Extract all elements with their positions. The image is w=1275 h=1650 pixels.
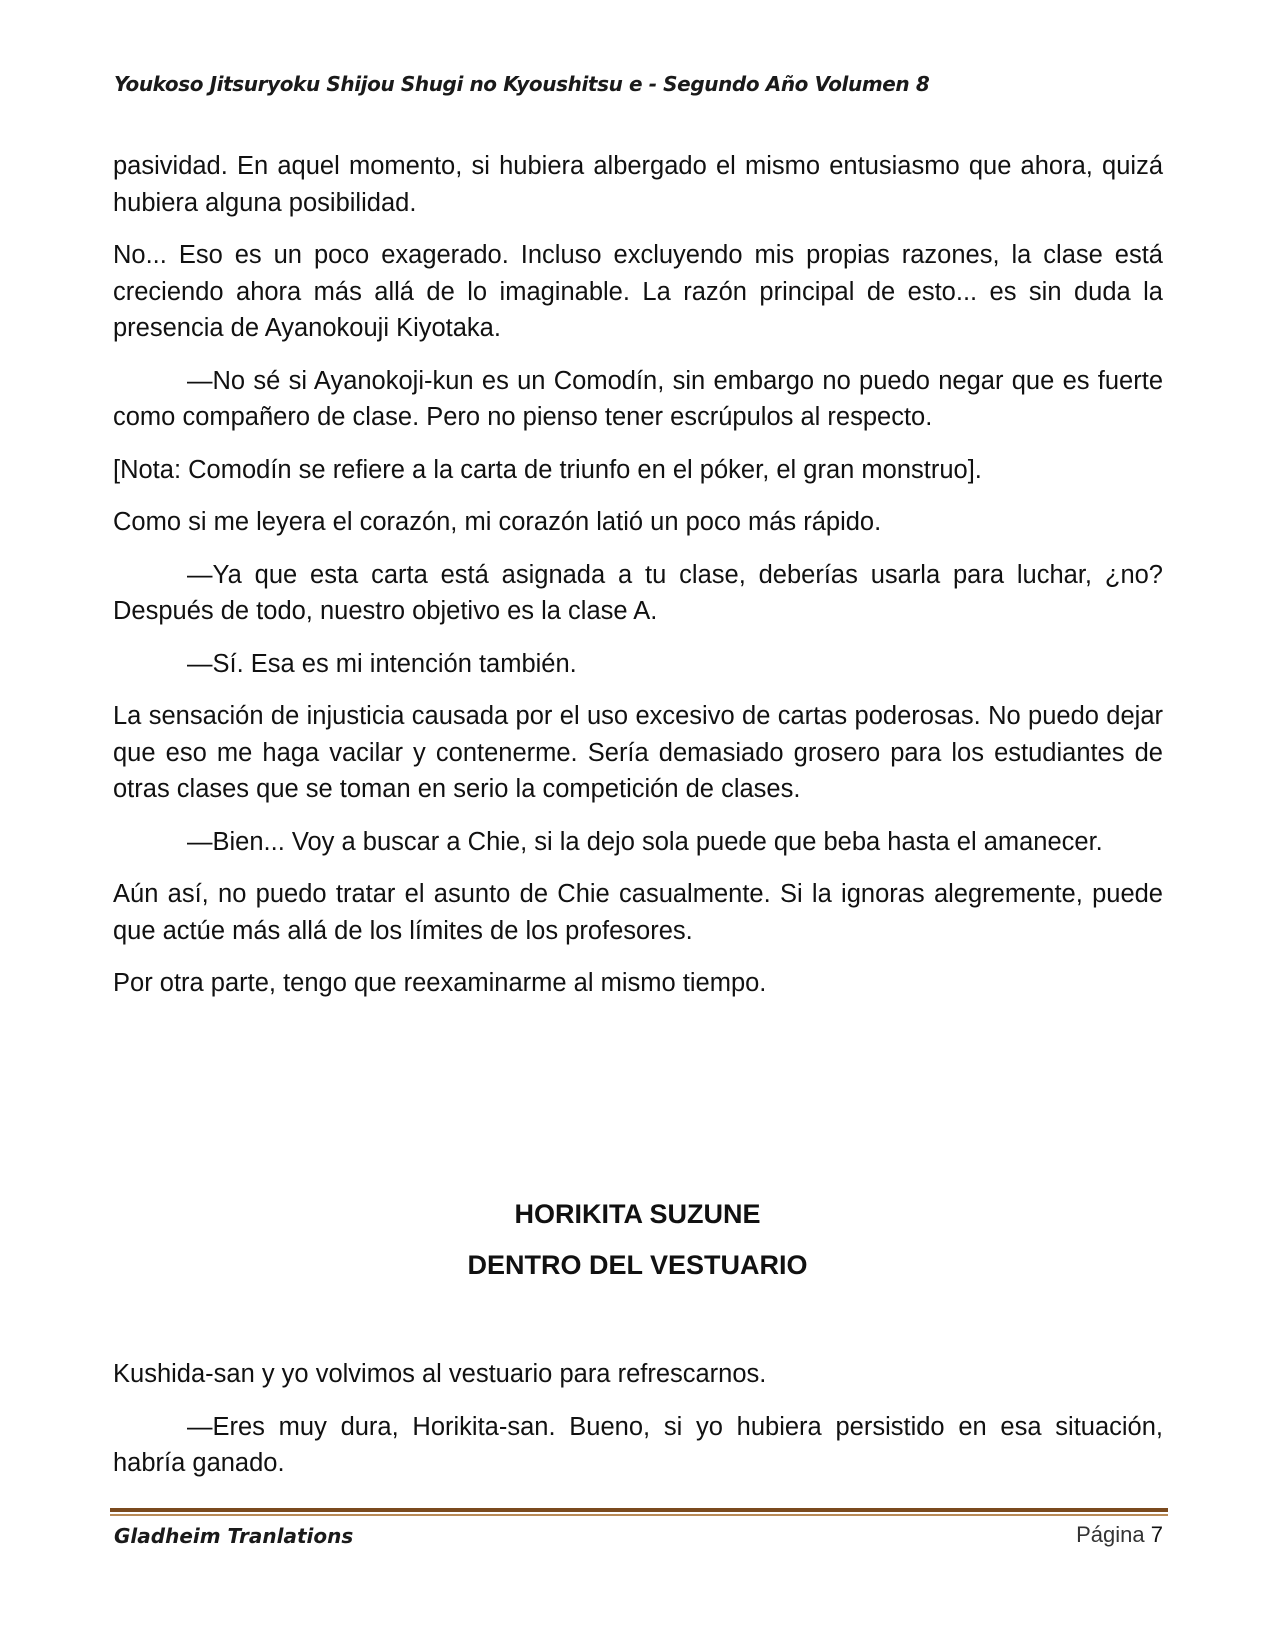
dialog-paragraph: —Ya que esta carta está asignada a tu clase, deberías usarla para luchar, ¿no? Después de todo, nuestro objetivo es la clase A. <box>113 560 1163 625</box>
dialog-paragraph: —Sí. Esa es mi intención también. <box>187 649 577 678</box>
page-label: Página <box>1076 1522 1145 1547</box>
translator-note: [Nota: Comodín se refiere a la carta de triunfo en el póker, el gran monstruo]. <box>113 455 982 484</box>
section-heading-location: DENTRO DEL VESTUARIO <box>467 1250 808 1280</box>
paragraph: Como si me leyera el corazón, mi corazón latió un poco más rápido. <box>113 508 882 536</box>
section-heading-character: HORIKITA SUZUNE <box>514 1199 761 1229</box>
footer-divider-thick <box>110 1508 1168 1512</box>
paragraph: Por otra parte, tengo que reexaminarme al mismo tiempo. <box>113 969 767 997</box>
running-header-title: Youkoso Jitsuryoku Shijou Shugi no Kyoushitsu e - Segundo Año Volumen 8 <box>114 72 930 96</box>
dialog-paragraph: —Bien... Voy a buscar a Chie, si la dejo sola puede que beba hasta el amanecer. <box>187 827 1103 856</box>
footer-divider <box>110 1508 1168 1516</box>
paragraph: La sensación de injusticia causada por el uso excesivo de cartas poderosas. No puedo dejar que eso me haga vacilar y contenerme. Sería demasiado grosero para los estudiantes de otras clases que se toman en serio la competición de clases. <box>113 702 1163 803</box>
footer-divider-thin <box>110 1514 1168 1516</box>
section-body-text <box>113 1356 1163 1498</box>
dialog-paragraph: —Eres muy dura, Horikita-san. Bueno, si yo hubiera persistido en esa situación, habría ganado. <box>113 1412 1163 1477</box>
paragraph: Kushida-san y yo volvimos al vestuario para refrescarnos. <box>113 1360 767 1388</box>
footer-credit: Gladheim Tranlations <box>114 1524 354 1548</box>
page-number-value: 7 <box>1150 1522 1163 1547</box>
body-text <box>113 148 1163 1018</box>
paragraph: pasividad. En aquel momento, si hubiera albergado el mismo entusiasmo que ahora, quizá hubiera alguna posibilidad. <box>113 152 1163 217</box>
paragraph: No... Eso es un poco exagerado. Incluso excluyendo mis propias razones, la clase está creciendo ahora más allá de lo imaginable. La razón principal de esto... es sin duda la presencia de Ayanokouji Kiyotaka. <box>113 241 1163 342</box>
paragraph: Aún así, no puedo tratar el asunto de Chie casualmente. Si la ignoras alegremente, puede que actúe más allá de los límites de los profesores. <box>113 880 1163 945</box>
dialog-paragraph: —No sé si Ayanokoji-kun es un Comodín, sin embargo no puedo negar que es fuerte como compañero de clase. Pero no pienso tener escrúpulos al respecto. <box>113 366 1163 431</box>
page-number <box>1076 1522 1163 1548</box>
